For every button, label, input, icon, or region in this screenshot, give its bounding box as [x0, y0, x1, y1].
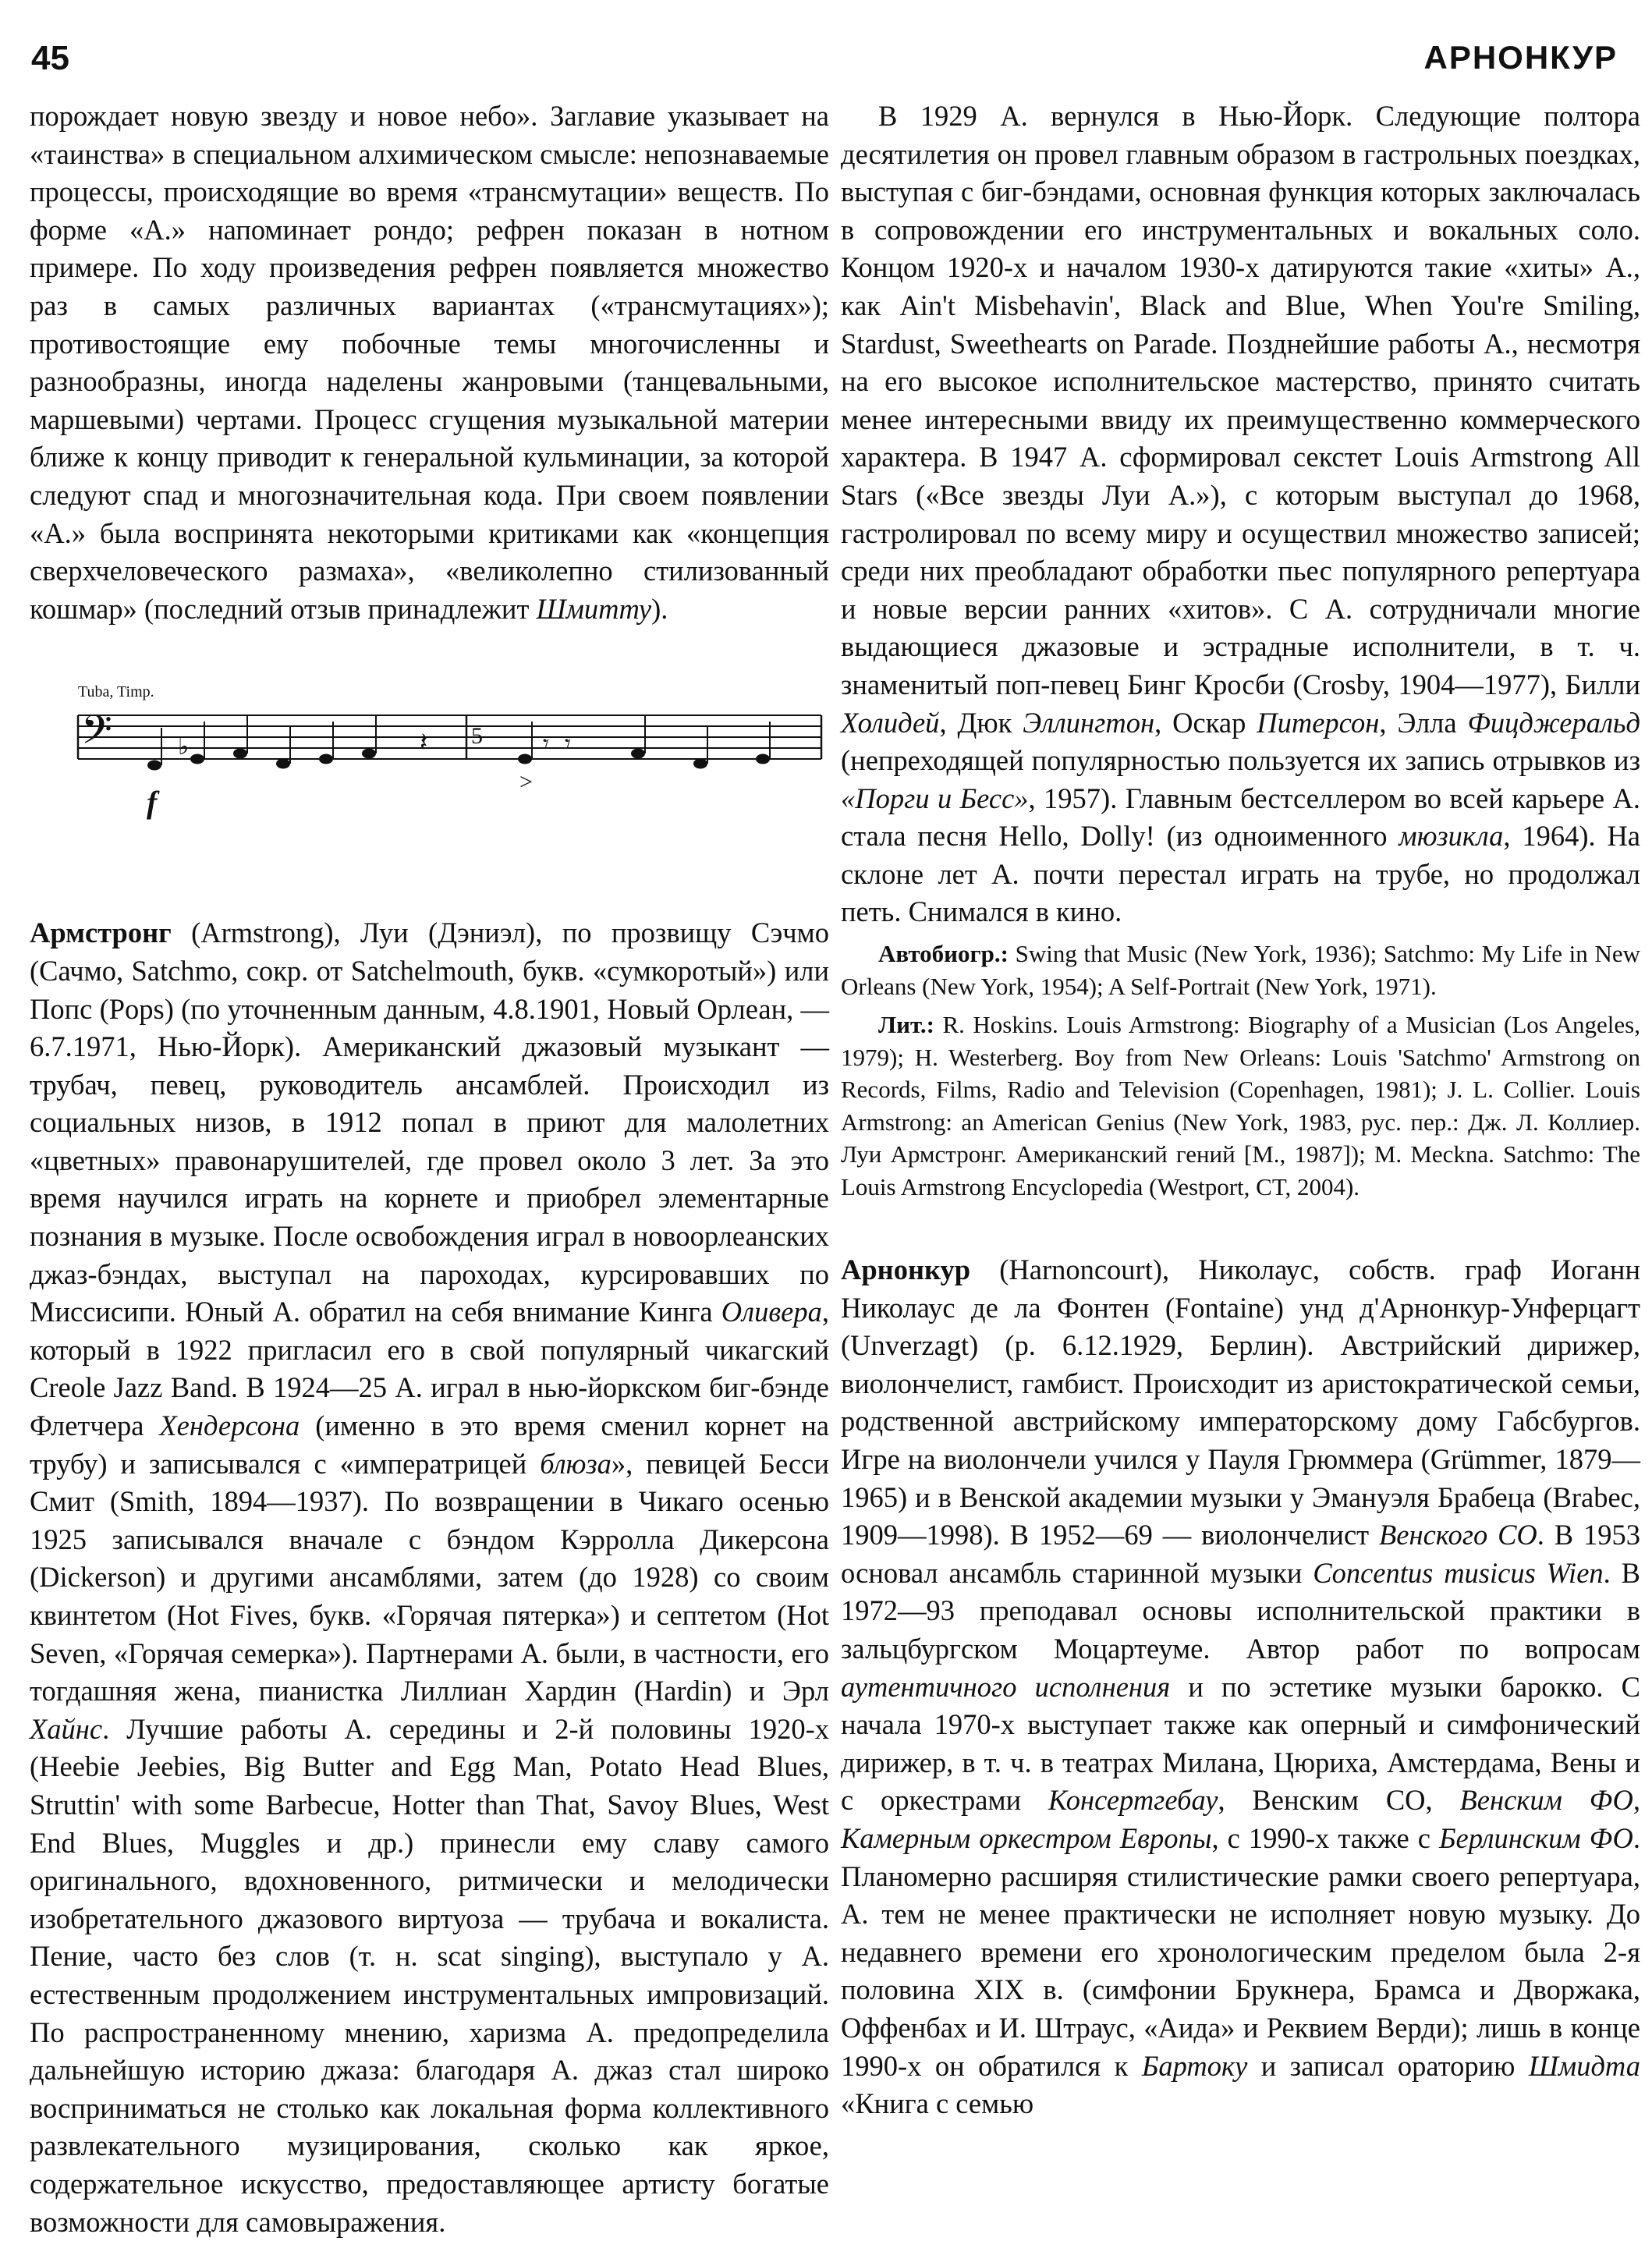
accent-mark: >	[519, 769, 533, 796]
text-run: . В 1953 основал ансамбль старинной музыки	[841, 1519, 1640, 1589]
text-run: В 1929 А. вернулся в Нью-Йорк. Следующие полтора десятилетия он провел главным образом в гастрольных поездках, выступая с биг-бэндами, основная функция которых заключалась в сопровождении его инструментальных и вокальных соло. Концом 1920-х и началом 1930-х датируются такие «хиты» А., как Ain't Misbehavin', Black and Blue, When You're Smiling, Stardust, Sweethearts on Parade. Позднейшие работы А., несмотря на его высокое исполнительское мастерство, принято считать менее интересными ввиду их преимущественно коммерческого характера. В 1947 А. сформировал секстет Louis Armstrong All Stars («Все звезды Луи А.»), с которым выступал до 1968, гастролировал по всему миру и осуществил множество записей; среди них преобладают обработки пьес популярного репертуара и новые версии ранних «хитов». С А. сотрудничали многие выдающиеся джазовые и эстрадные исполнители, в т. ч. знаменитый поп-певец Бинг Кросби (Crosby, 1904—1977), Билли	[841, 100, 1640, 700]
ref-holiday[interactable]: Холидей	[841, 706, 940, 739]
text-run: , Оскар	[1154, 706, 1257, 739]
measure-number: 5	[471, 723, 483, 750]
ref-peterson[interactable]: Питерсон	[1257, 706, 1380, 739]
ref-bartok[interactable]: Бартоку	[1141, 2049, 1248, 2082]
text-run: (Harnoncourt), Николаус, собств. граф Иоганн Николаус де ла Фонтен (Fontaine) унд д'Арнонкур-Унферцагт (Unverzagt) (р. 6.12.1929, Берлин). Австрийский дирижер, виолончелист, гамбист. Происходит из аристократической семьи, родственной австрийскому императорскому дому Габсбургов. Игре на виолончели учился у Пауля Грюммера (Grümmer, 1879—1965) и в Венской академии музыки у Эмануэля Брабеца (Brabec, 1909—1998). В 1952—69 — виолончелист	[841, 1253, 1640, 1551]
ref-berlin-po[interactable]: Берлинским ФО	[1438, 1821, 1633, 1854]
ref-fitzgerald[interactable]: Фицджеральд	[1467, 706, 1640, 739]
right-column	[841, 98, 1640, 2123]
text-run: . В 1972—93 преподавал основы исполнительской практики в зальцбургском Моцартеуме. Автор работ по вопросам	[841, 1556, 1640, 1665]
text-run: , с 1990-х также с	[1211, 1821, 1439, 1854]
entry-armstrong	[30, 914, 829, 2241]
ref-oliver[interactable]: Оливера	[721, 1296, 822, 1328]
text-run: (непреходящей популярностью пользуется их запись отрывков из	[841, 744, 1640, 777]
text-run: , который в 1922 пригласил его в свой популярный чикагский Creole Jazz Band. В 1924—25 А. играл в нью-йоркском биг-бэнде Флетчера	[30, 1296, 829, 1442]
ref-blues[interactable]: блюза	[540, 1447, 612, 1480]
ref-vienna-po[interactable]: Венским ФО, Камерным оркестром Европы	[841, 1784, 1640, 1854]
ref-musical[interactable]: мюзикла	[1399, 820, 1504, 853]
ref-schmidt[interactable]: Шмидта	[1528, 2049, 1640, 2082]
autobio-text: Swing that Music (New York, 1936); Satchmo: My Life in New Orleans (New York, 1954); A Self-Portrait (New York, 1971).	[841, 940, 1640, 1000]
svg-text:𝄾: 𝄾	[565, 730, 571, 758]
text-run: , Элла	[1379, 706, 1468, 739]
text-run: , 1964). На склоне лет А. почти перестал играть на трубе, но продолжал петь. Снимался в кино.	[841, 820, 1640, 928]
text-run: (Armstrong), Луи (Дэниэл), по прозвищу Сэчмо (Сачмо, Satchmo, сокр. от Satchelmouth, букв. «сумкоротый») или Попс (Pops) (по уточненным данным, 4.8.1901, Новый Орлеан, — 6.7.1971, Нью-Йорк). Американский джазовый музыкант — трубач, певец, руководитель ансамблей. Происходил из социальных низов, в 1912 попал в приют для малолетних «цветных» правонарушителей, где провел около 3 лет. За это время научился играть на корнете и приобрел элементарные познания в музыке. После освобождения играл в новоорлеанских джаз-бэндах, выступал на пароходах, курсировавших по Миссисипи. Юный А. обратил на себя внимание Кинга	[30, 917, 829, 1328]
text-run: и по эстетике музыки барокко. С начала 1970-х выступает также как оперный и симфонический дирижер, в т. ч. в театрах Милана, Цюриха, Амстердама, Вены и с оркестрами	[841, 1670, 1640, 1817]
svg-text:𝄽: 𝄽	[420, 727, 428, 759]
ref-porgy[interactable]: «Порги и Бесс»	[841, 782, 1029, 814]
text-run: », певицей Бесси Смит (Smith, 1894—1937). По возвращении в Чикаго осенью 1925 записывался вначале с бэндом Кэрролла Дикерсона (Dickerson) и другими ансамблями, затем (до 1928) со своим квинтетом (Hot Fives, букв. «Горячая пятерка») и септетом (Hot Seven, «Горячая семерка»). Партнерами А. были, в частности, его тогдашняя жена, пианистка Лиллиан Хардин (Hardin) и Эрл	[30, 1447, 829, 1707]
ref-concentus[interactable]: Concentus musicus Wien	[1313, 1556, 1604, 1589]
running-head: АРНОНКУР	[1423, 39, 1618, 76]
bass-clef: 𝄢	[81, 706, 112, 764]
ref-henderson[interactable]: Хендерсона	[159, 1409, 300, 1442]
continued-text: порождает новую звезду и новое небо». Заглавие указывает на «таинства» в специальном алхимическом смысле: непознаваемые процессы, происходящие во время «трансмутации» веществ. По форме «А.» напоминает рондо; рефрен показан в нотном примере. По ходу произведения рефрен появляется множество раз в самых различных вариантах («трансмутациях»); противостоящие ему побочные темы многочисленны и разнообразны, иногда наделены жанровыми (танцевальными, маршевыми) чертами. Процесс сгущения музыкальной материи ближе к концу приводит к генеральной кульминации, за которой следуют спад и многозначительная кода. При своем появлении «А.» была воспринята некоторыми критиками как «концепция сверхчеловеческого размаха», «великолепно стилизованный кошмар» (последний отзыв принадлежит	[30, 100, 829, 625]
music-example	[30, 676, 829, 844]
continued-end: ).	[651, 592, 668, 625]
ref-ellington[interactable]: Эллингтон	[1023, 706, 1155, 739]
paragraph-1929	[841, 98, 1640, 931]
lit-text: R. Hoskins. Louis Armstrong: Biography of a Musician (Los Angeles, 1979); H. Westerberg. Boy from New Orleans: Louis 'Satchmo' Armstrong on Records, Films, Radio and Television (Copenhagen, 1981); J. L. Collier. Louis Armstrong: an American Genius (New York, 1983, рус. пер.: Дж. Л. Коллиер. Луи Армстронг. Американский гений [М., 1987]); M. Meckna. Satchmo: The Louis Armstrong Encyclopedia (Westport, CT, 2004).	[841, 1011, 1640, 1200]
ref-schmitt: Шмитту	[536, 592, 652, 625]
autobiography-list	[841, 938, 1640, 1002]
lit-label: Лит.:	[878, 1011, 934, 1039]
text-run: , Венским СО,	[1218, 1784, 1460, 1817]
ref-hines[interactable]: Хайнс	[30, 1712, 103, 1745]
ref-vienna-so[interactable]: Венского СО	[1378, 1519, 1537, 1551]
dynamic-mark: f	[147, 785, 158, 821]
notes-measure-1	[147, 716, 427, 771]
staff-lines	[78, 715, 821, 759]
notes-measure-2	[518, 716, 770, 769]
ref-authentic[interactable]: аутентичного исполнения	[841, 1670, 1171, 1703]
text-run: и записал ораторию	[1247, 2049, 1529, 2082]
literature-list	[841, 1009, 1640, 1203]
text-run: , 1957). Главным бестселлером во всей карьере А. стала песня Hello, Dolly! (из одноименного	[841, 782, 1641, 853]
text-run: (именно в это время сменил корнет на трубу) и записывался с «императрицей	[30, 1409, 829, 1480]
entry-harnoncourt	[841, 1251, 1640, 2123]
autobio-label: Автобиогр.:	[878, 940, 1009, 968]
entry-headword: Армстронг	[30, 917, 172, 949]
page-number: 45	[31, 39, 69, 77]
svg-text:♭: ♭	[178, 733, 190, 761]
svg-text:𝄾: 𝄾	[543, 730, 549, 758]
ref-concertgebouw[interactable]: Консертгебау	[1048, 1784, 1218, 1817]
text-run: . Лучшие работы А. середины и 2-й половины 1920-х (Heebie Jeebies, Big Butter and Egg Man, Potato Head Blues, Struttin' with some Barbecue, Hotter than That, Savoy Blues, West End Blues, Muggles и др.) принесли ему славу самого оригинального, вдохновенного, ритмически и мелодически изобретательного джазового виртуоза — трубача и вокалиста. Пение, часто без слов (т. н. scat singing), выступало у А. естественным продолжением инструментальных импровизаций. По распространенному мнению, харизма А. предопределила дальнейшую историю джаза: благодаря А. джаз стал широко восприниматься не столько как локальная форма коллективного развлекательного музицирования, сколько как яркое, содержательное искусство, предоставляющее артисту богатые возможности для самовыражения.	[30, 1712, 829, 2238]
entry-headword: Арнонкур	[841, 1253, 971, 1286]
text-run: . Планомерно расширяя стилистические рамки своего репертуара, А. тем не менее практически не исполняет новую музыку. До недавнего времени его хронологическим пределом была 2-я половина XIX в. (симфонии Брукнера, Брамса и Дворжака, Оффенбах и И. Штраус, «Аида» и Реквием Верди); лишь в конце 1990-х он обратился к	[841, 1821, 1641, 2082]
text-run: , Дюк	[939, 706, 1023, 739]
left-column	[30, 98, 829, 2241]
text-run: «Книга с семью	[841, 2087, 1034, 2120]
continued-paragraph	[30, 98, 829, 628]
instrument-label: Tuba, Timp.	[78, 683, 154, 701]
